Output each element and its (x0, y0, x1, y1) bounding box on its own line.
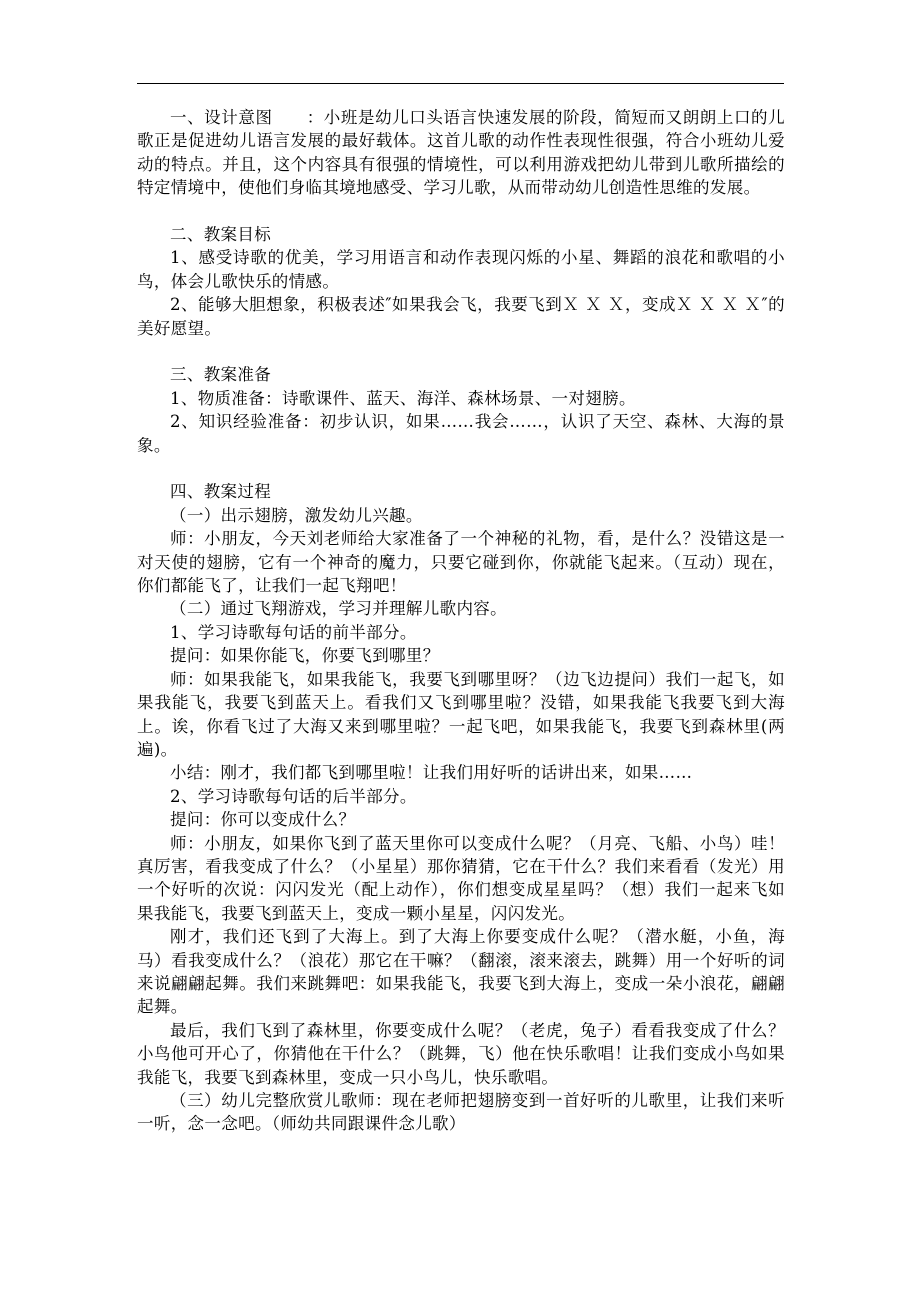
preparation-item-2: 2、知识经验准备：初步认识，如果……我会……，认识了天空、森林、大海的景象。 (137, 412, 785, 455)
goal-item-1: 1、感受诗歌的优美，学习用语言和动作表现闪烁的小星、舞蹈的浪花和歌唱的小鸟，体会儿歌快乐的情感。 (137, 248, 785, 291)
header-rule (137, 83, 784, 84)
process-sea: 刚才，我们还飞到了大海上。到了大海上你要变成什么呢？（潜水艇，小鱼，海马）看我变成什么？（浪花）那它在干嘛？（翻滚，滚来滚去，跳舞）用一个好听的词来说翩翩起舞。我们来跳舞吧：如果我能飞，我要飞到大海上，变成一朵小浪花，翩翩起舞。 (137, 927, 785, 1017)
process-teacher-1: 师：如果我能飞，如果我能飞，我要飞到哪里呀？（边飞边提问）我们一起飞，如果我能飞，我要飞到蓝天上。看我们又飞到哪里啦？没错，如果我能飞我要飞到大海上。诶，你看飞过了大海又来到哪里啦？一起飞吧，如果我能飞，我要飞到森林里(两遍)。 (137, 669, 785, 759)
preparation-item-1: 1、物质准备：诗歌课件、蓝天、海洋、森林场景、一对翅膀。 (170, 388, 636, 408)
document-body (137, 106, 785, 1136)
process-step-1-text: 师：小朋友，今天刘老师给大家准备了一个神秘的礼物，看，是什么？没错这是一对天使的翅膀，它有一个神奇的魔力，只要它碰到你，你就能飞起来。（互动）现在，你们都能飞了，让我们一起飞翔吧！ (137, 529, 785, 596)
heading-teaching-goals: 二、教案目标 (170, 225, 272, 245)
process-substep-2: 2、学习诗歌每句话的后半部分。 (170, 786, 417, 806)
process-teacher-2: 师：小朋友，如果你飞到了蓝天里你可以变成什么呢？（月亮、飞船、小鸟）哇！真厉害，看我变成了什么？（小星星）那你猜猜，它在干什么？我们来看看（发光）用一个好听的次说：闪闪发光（配上动作），你们想变成星星吗？（想）我们一起来飞如果我能飞，我要飞到蓝天上，变成一颗小星星，闪闪发光。 (137, 833, 785, 923)
process-step-1-title: （一）出示翅膀，激发幼儿兴趣。 (170, 505, 423, 525)
process-question-2: 提问：你可以变成什么？ (170, 810, 356, 830)
paragraph-gap (137, 200, 785, 223)
heading-teaching-preparation: 三、教案准备 (170, 365, 272, 385)
heading-teaching-process: 四、教案过程 (170, 482, 272, 502)
process-step-2-title: （二）通过飞翔游戏，学习并理解儿歌内容。 (170, 599, 507, 619)
process-substep-1: 1、学习诗歌每句话的前半部分。 (170, 622, 417, 642)
paragraph-gap (137, 340, 785, 363)
process-summary: 小结：刚才，我们都飞到哪里啦！让我们用好听的话讲出来，如果…… (170, 763, 693, 783)
process-forest: 最后，我们飞到了森林里，你要变成什么呢？（老虎，兔子）看看我变成了什么？小鸟他可开心了，你猜他在干什么？（跳舞，飞）他在快乐歌唱！让我们变成小鸟如果我能飞，我要飞到森林里，变成一只小鸟儿，快乐歌唱。 (137, 1020, 785, 1087)
paragraph-design-intent: 一、设计意图 ：小班是幼儿口头语言快速发展的阶段，简短而又朗朗上口的儿歌正是促进幼儿语言发展的最好载体。这首儿歌的动作性表现性很强，符合小班幼儿爱动的特点。并且，这个内容具有很强的情境性，可以利用游戏把幼儿带到儿歌所描绘的特定情境中，使他们身临其境地感受、学习儿歌，从而带动幼儿创造性思维的发展。 (137, 108, 785, 198)
goal-item-2: 2、能够大胆想象，积极表述″如果我会飞，我要飞到Ｘ Ｘ Ｘ，变成Ｘ Ｘ Ｘ Ｘ″的美好愿望。 (137, 295, 785, 338)
process-question-1: 提问：如果你能飞，你要飞到哪里？ (170, 646, 440, 666)
paragraph-gap (137, 457, 785, 480)
process-step-3: （三）幼儿完整欣赏儿歌师：现在老师把翅膀变到一首好听的儿歌里，让我们来听一听，念一念吧。（师幼共同跟课件念儿歌） (137, 1091, 785, 1134)
